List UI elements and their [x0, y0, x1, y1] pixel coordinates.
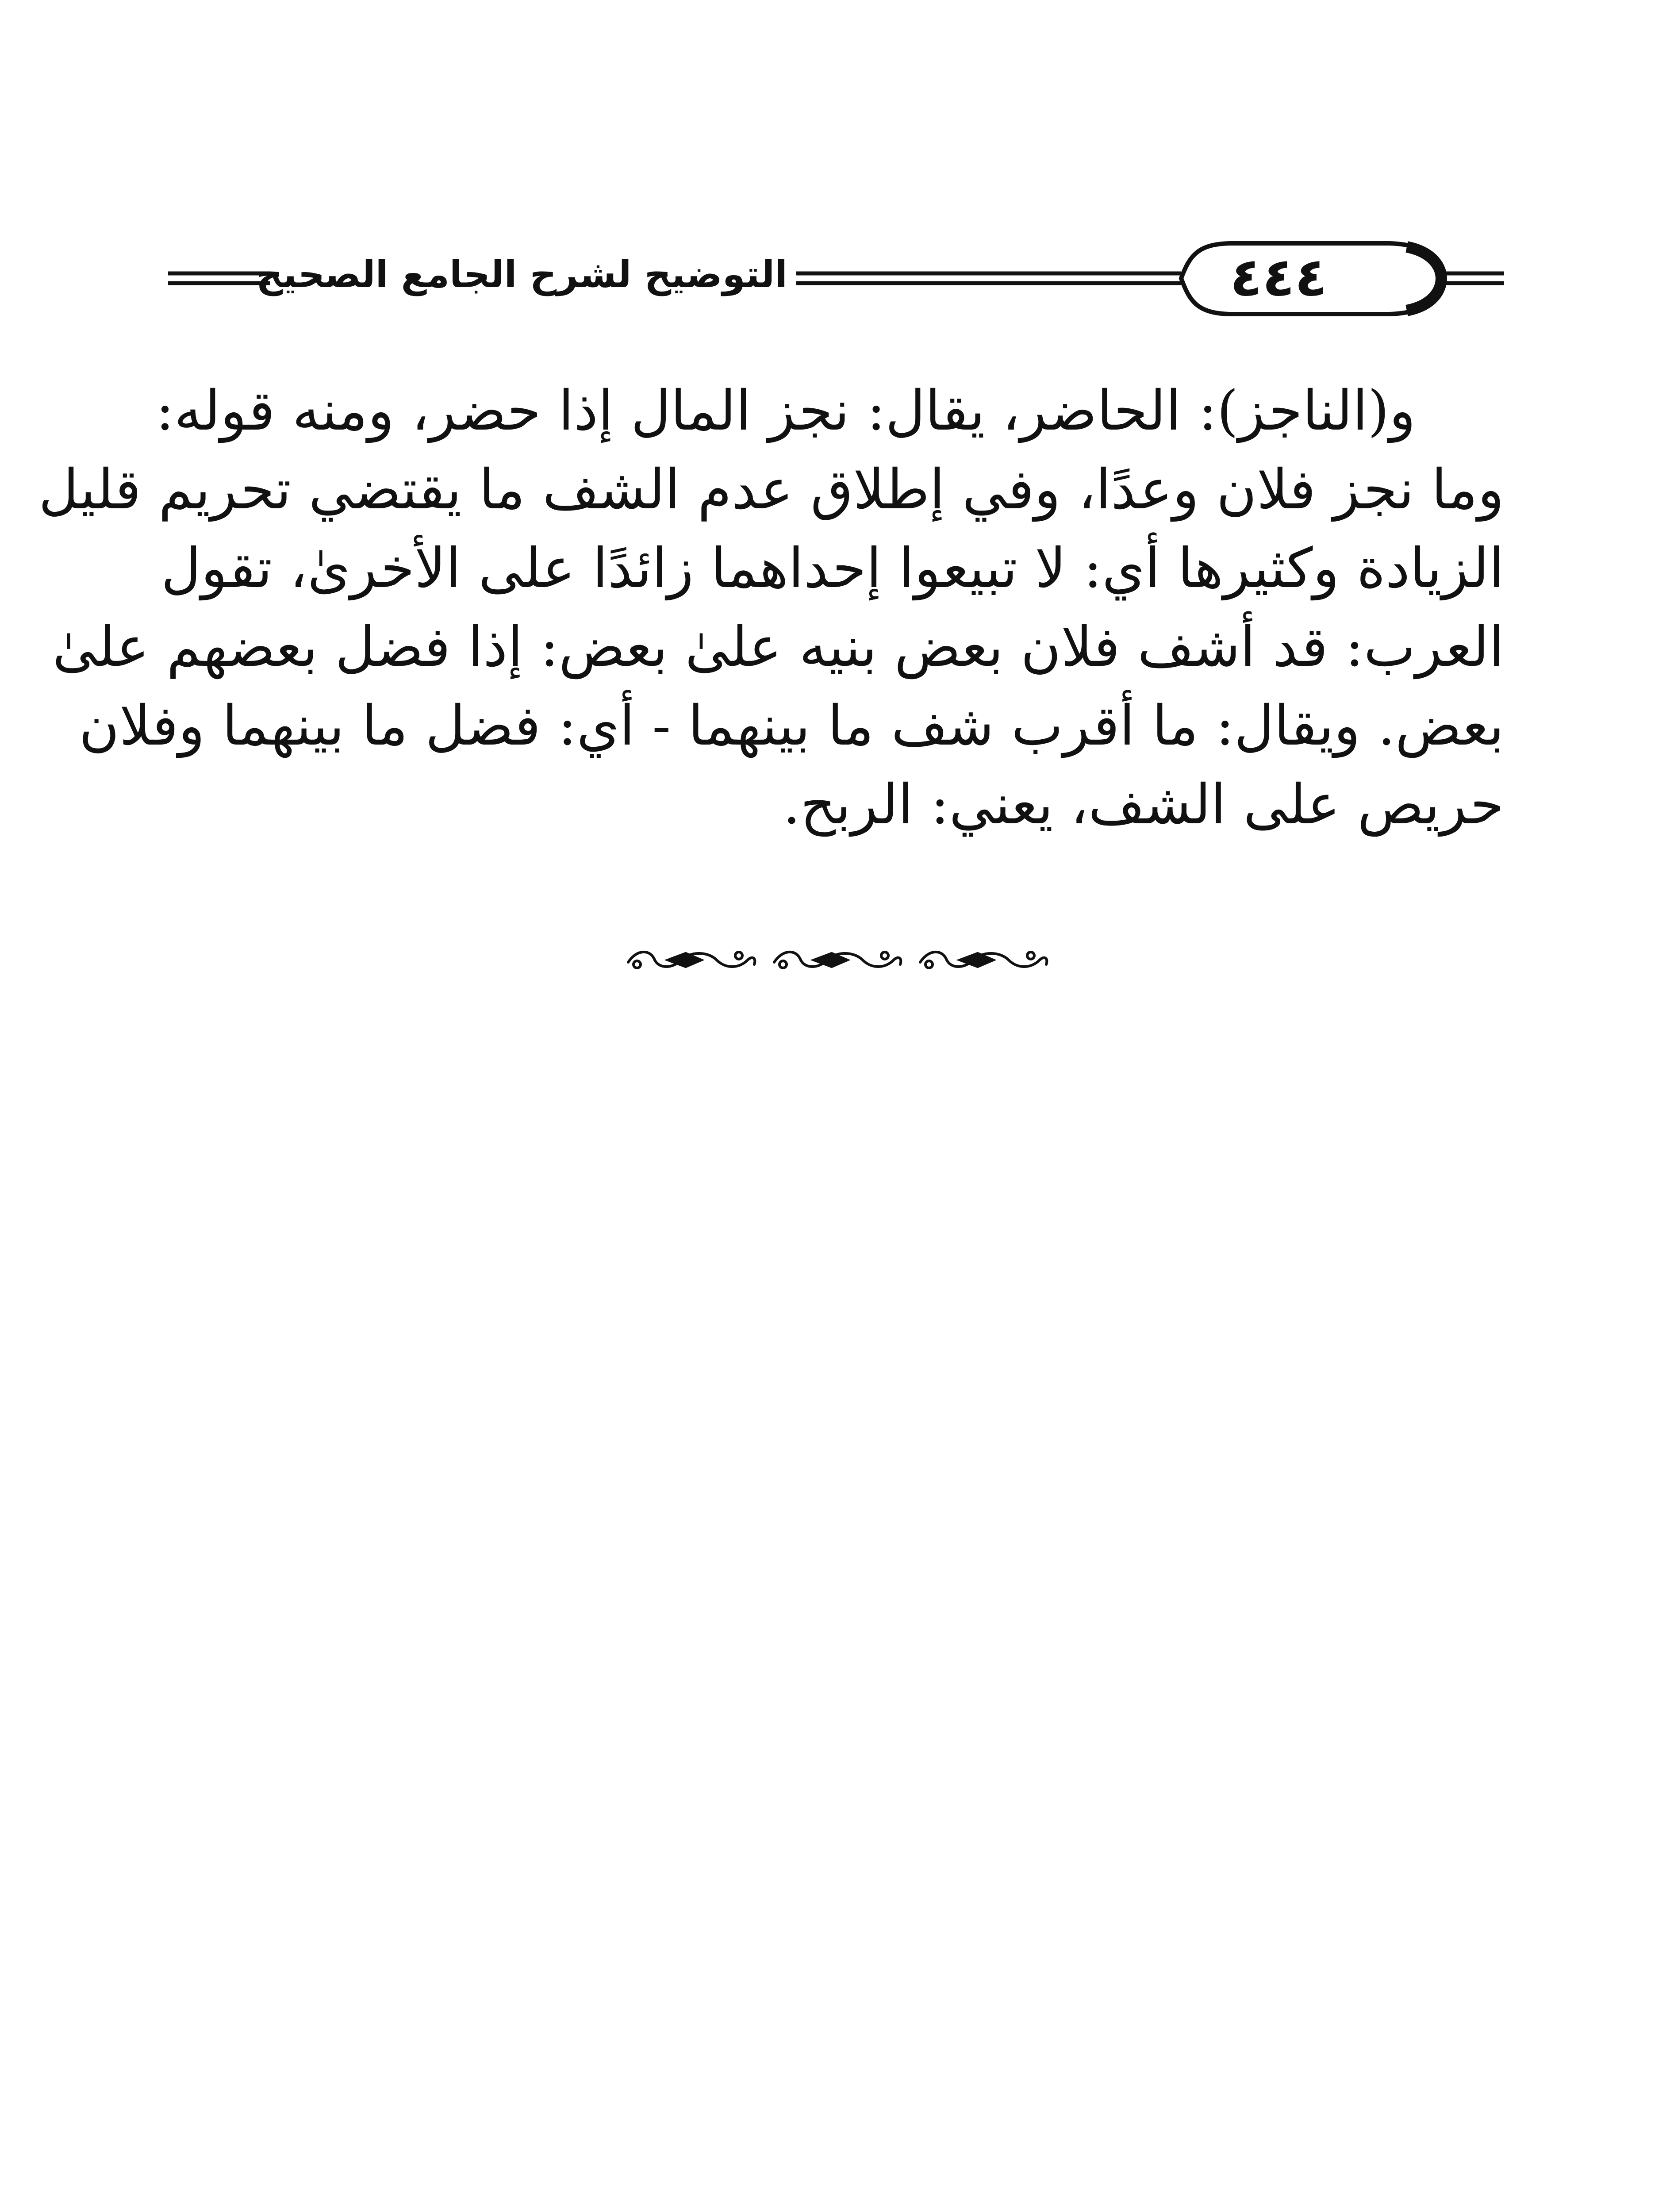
text-line: العرب: قد أشف فلان بعض بنيه علىٰ بعض: إذا فضل بعضهم علىٰ: [52, 615, 1504, 679]
body-text: [38, 372, 1504, 844]
text-line: الزيادة وكثيرها أي: لا تبيعوا إحداهما زائدًا على الأخرىٰ، تقول: [161, 537, 1504, 600]
text-line: و(الناجز): الحاضر، يقال: نجز المال إذا حضر، ومنه قوله:: [155, 379, 1416, 443]
text-line: حريص على الشف، يعني: الربح.: [783, 773, 1504, 837]
text-line: وما نجز فلان وعدًا، وفي إطلاق عدم الشف ما يقتضي تحريم قليل: [38, 458, 1504, 522]
floral-divider-icon: [619, 942, 1053, 978]
running-title: التوضيح لشرح الجامع الصحيح: [256, 253, 787, 296]
page-number: ٤٤٤: [1230, 247, 1327, 308]
text-line: بعض. ويقال: ما أقرب شف ما بينهما - أي: فضل ما بينهما وفلان: [79, 694, 1504, 758]
